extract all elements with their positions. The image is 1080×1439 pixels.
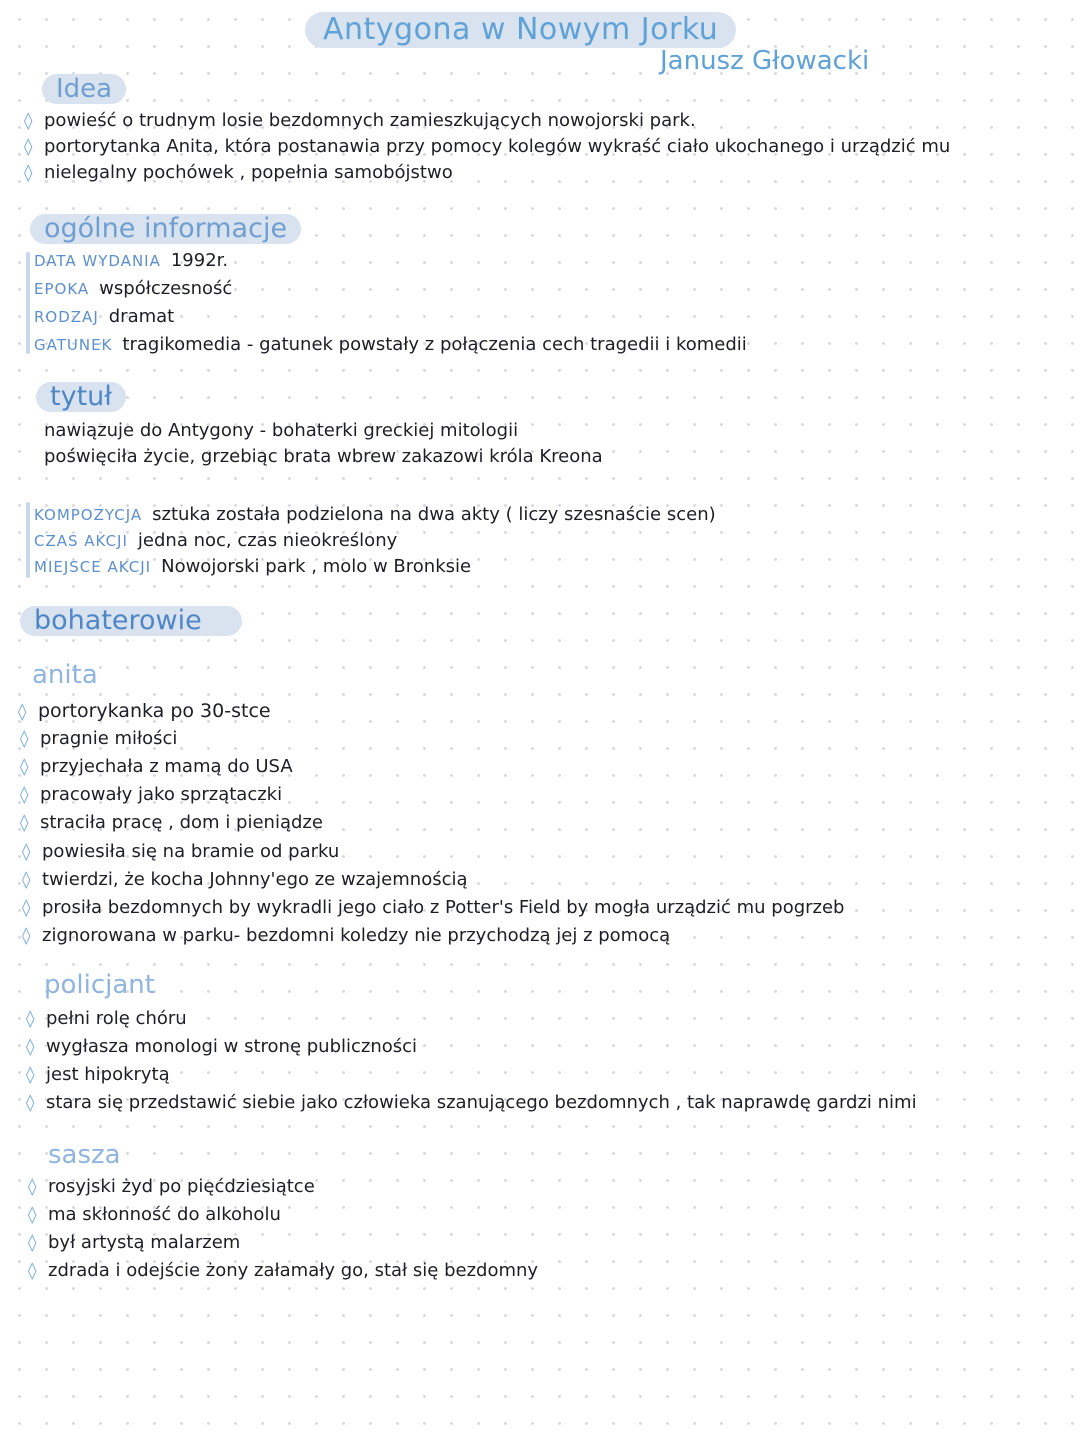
diamond-bullet-icon: ◊ xyxy=(26,1037,35,1057)
info-row-action-time: CZAS AKCJI jedna noc, czas nieokreślony xyxy=(34,530,398,551)
diamond-bullet-icon: ◊ xyxy=(18,702,27,722)
diamond-bullet-icon: ◊ xyxy=(28,1177,37,1197)
section-heading-general-info: ogólne informacje xyxy=(30,214,301,244)
list-item: ◊ twierdzi, że kocha Johnny'ego ze wzajemnością xyxy=(22,867,468,893)
page-title: Antygona w Nowym Jorku xyxy=(305,12,736,48)
section-heading-idea: Idea xyxy=(42,74,126,104)
composition-bar-decoration xyxy=(26,502,30,578)
list-item: ◊ stara się przedstawić siebie jako człowieka szanującego bezdomnych , tak naprawdę gardzi nimi xyxy=(26,1090,917,1116)
list-item: ◊ rosyjski żyd po pięćdziesiątce xyxy=(28,1174,315,1200)
info-row-epoch: EPOKA współczesność xyxy=(34,278,233,299)
author-name: Janusz Głowacki xyxy=(660,46,870,76)
list-item: ◊ prosiła bezdomnych by wykradli jego ciało z Potter's Field by mogła urządzić mu pogrzeb xyxy=(22,895,845,921)
diamond-bullet-icon: ◊ xyxy=(28,1233,37,1253)
character-name-sasza: sasza xyxy=(48,1140,121,1170)
diamond-bullet-icon: ◊ xyxy=(20,785,29,805)
diamond-bullet-icon: ◊ xyxy=(28,1205,37,1225)
diamond-bullet-icon: ◊ xyxy=(24,163,33,183)
list-item: ◊ powiesiła się na bramie od parku xyxy=(22,839,339,865)
list-item: ◊ pełni rolę chóru xyxy=(26,1006,187,1032)
diamond-bullet-icon: ◊ xyxy=(20,757,29,777)
info-bar-decoration xyxy=(26,252,30,354)
section-heading-title: tytuł xyxy=(36,382,126,412)
diamond-bullet-icon: ◊ xyxy=(22,870,31,890)
diamond-bullet-icon: ◊ xyxy=(22,842,31,862)
diamond-bullet-icon: ◊ xyxy=(24,137,33,157)
diamond-bullet-icon: ◊ xyxy=(20,729,29,749)
section-heading-characters: bohaterowie xyxy=(20,606,242,636)
diamond-bullet-icon: ◊ xyxy=(22,926,31,946)
diamond-bullet-icon: ◊ xyxy=(20,813,29,833)
list-item: ◊ wygłasza monologi w stronę publiczności xyxy=(26,1034,417,1060)
diamond-bullet-icon: ◊ xyxy=(28,1261,37,1281)
list-item: ◊ jest hipokrytą xyxy=(26,1062,170,1088)
list-item: ◊ przyjechała z mamą do USA xyxy=(20,754,293,780)
diamond-bullet-icon: ◊ xyxy=(24,111,33,131)
info-row-kind: RODZAJ dramat xyxy=(34,306,175,327)
list-item: ◊ powieść o trudnym losie bezdomnych zamieszkujących nowojorski park. xyxy=(24,108,696,134)
title-line: nawiązuje do Antygony - bohaterki greckiej mitologii xyxy=(44,420,519,441)
info-row-release-date: DATA WYDANIA 1992r. xyxy=(34,250,229,271)
diamond-bullet-icon: ◊ xyxy=(26,1093,35,1113)
character-name-policeman: policjant xyxy=(44,970,155,1000)
info-row-genre: GATUNEK tragikomedia - gatunek powstały z połączenia cech tragedii i komedii xyxy=(34,334,747,355)
list-item: ◊ zdrada i odejście żony załamały go, stał się bezdomny xyxy=(28,1258,538,1284)
info-row-action-place: MIEJSCE AKCJI Nowojorski park , molo w Bronksie xyxy=(34,556,472,577)
character-name-anita: anita xyxy=(32,660,98,690)
list-item: ◊ nielegalny pochówek , popełnia samobójstwo xyxy=(24,160,453,186)
info-row-composition: KOMPOZYCJA sztuka została podzielona na dwa akty ( liczy szesnaście scen) xyxy=(34,504,716,525)
list-item: ◊ ma skłonność do alkoholu xyxy=(28,1202,281,1228)
list-item: ◊ portorytanka Anita, która postanawia przy pomocy kolegów wykraść ciało ukochanego i urządzić mu xyxy=(24,134,950,160)
title-line: poświęciła życie, grzebiąc brata wbrew zakazowi króla Kreona xyxy=(44,446,603,467)
list-item: ◊ był artystą malarzem xyxy=(28,1230,240,1256)
diamond-bullet-icon: ◊ xyxy=(26,1009,35,1029)
list-item: ◊ zignorowana w parku- bezdomni koledzy nie przychodzą jej z pomocą xyxy=(22,923,670,949)
diamond-bullet-icon: ◊ xyxy=(26,1065,35,1085)
list-item: ◊ pracowały jako sprzątaczki xyxy=(20,782,282,808)
list-item: ◊ straciła pracę , dom i pieniądze xyxy=(20,810,323,836)
diamond-bullet-icon: ◊ xyxy=(22,898,31,918)
list-item: ◊ pragnie miłości xyxy=(20,726,177,752)
list-item: ◊ portorykanka po 30-stce xyxy=(18,698,271,725)
